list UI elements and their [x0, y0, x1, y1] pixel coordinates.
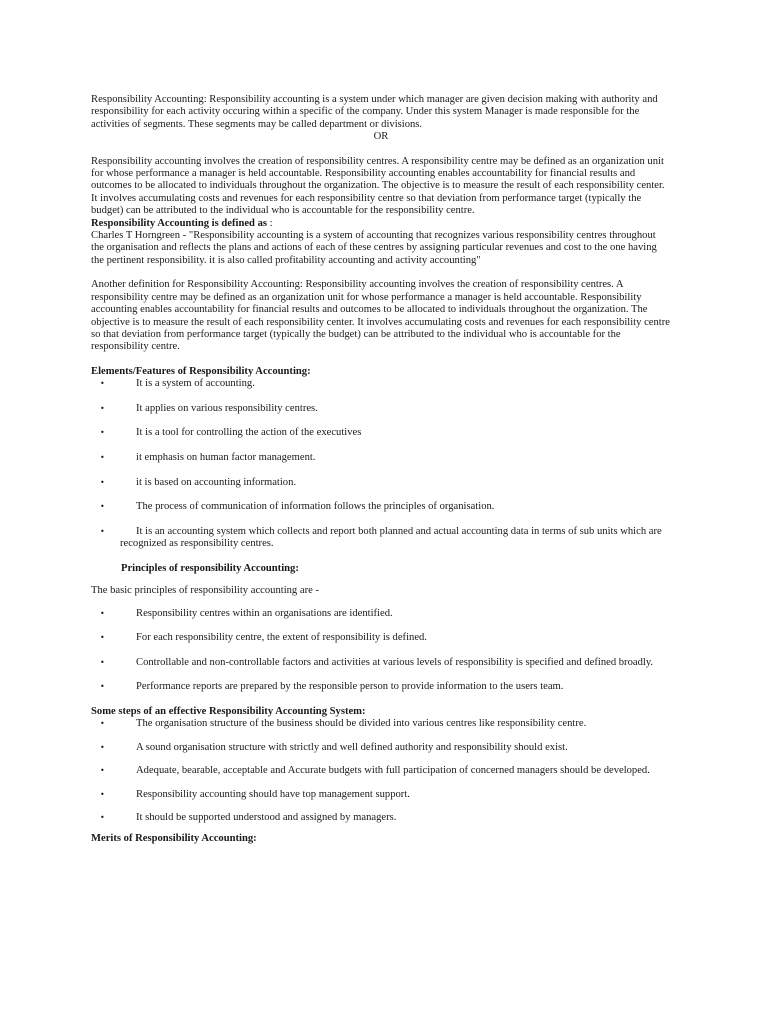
- list-item: • Adequate, bearable, acceptable and Accurate budgets with full participation of concerned managers should be developed.: [100, 765, 650, 777]
- list-item: • For each responsibility centre, the extent of responsibility is defined.: [100, 632, 427, 644]
- elements-heading: Elements/Features of Responsibility Accounting:: [91, 365, 311, 377]
- intro-paragraph: Responsibility Accounting: Responsibility accounting is a system under which manager are given decision making with authority and responsibility for each activity occuring within a specific of the company. Under this system Manager is made responsible for the activities of segments. These segments may be called department or divisions.: [91, 94, 658, 130]
- bullet-icon: •: [100, 403, 105, 413]
- bullet-icon: •: [100, 742, 105, 752]
- list-item: • Responsibility accounting should have top management support.: [100, 788, 410, 800]
- list-item: • Performance reports are prepared by the responsible person to provide information to the users team.: [100, 681, 564, 693]
- bullet-icon: •: [100, 789, 105, 799]
- elements-list: [91, 378, 671, 550]
- bullet-icon: •: [100, 452, 105, 462]
- steps-list: [91, 718, 671, 824]
- bullet-icon: •: [100, 428, 105, 438]
- bullet-icon: •: [100, 633, 105, 643]
- list-item: • It is a system of accounting.: [100, 378, 255, 390]
- bullet-icon: •: [100, 379, 105, 389]
- bullet-icon: •: [100, 657, 105, 667]
- principles-list: [91, 608, 671, 694]
- bullet-icon: •: [100, 477, 105, 487]
- principles-heading: Principles of responsibility Accounting:: [121, 562, 299, 574]
- or-separator: OR: [373, 131, 389, 143]
- list-item: • it is based on accounting information.: [100, 476, 297, 488]
- list-item: • A sound organisation structure with strictly and well defined authority and responsibility should exist.: [100, 741, 568, 753]
- definition-heading: Responsibility Accounting is defined as: [91, 217, 268, 229]
- list-item: • Controllable and non-controllable factors and activities at various levels of responsibility is specified and defined broadly.: [100, 656, 654, 668]
- list-item: • It should be supported understood and assigned by managers.: [100, 811, 397, 823]
- merits-heading: Merits of Responsibility Accounting:: [91, 833, 257, 845]
- bullet-icon: •: [100, 682, 105, 692]
- bullet-icon: •: [100, 766, 105, 776]
- bullet-icon: •: [100, 608, 105, 618]
- list-item: • The process of communication of information follows the principles of organisation.: [100, 501, 495, 513]
- definition-heading-line: [91, 218, 671, 230]
- document-body: [91, 94, 671, 846]
- centres-paragraph: Responsibility accounting involves the creation of responsibility centres. A responsibility centre may be defined as an organization unit for whose performance a manager is held accountable. Responsibility accounting enables accountability for financial results and outcomes to be allocated to individuals throughout the organization. The objective is to measure the result of each responsibility center. It involves accumulating costs and revenues for each responsibility centre so that deviation from performance target (typically the budget) can be attributed to the individual who is accountable for the responsibility centre.: [91, 155, 665, 217]
- bullet-icon: •: [100, 812, 105, 822]
- another-definition-paragraph: Another definition for Responsibility Accounting: Responsibility accounting involves the creation of responsibility centres. A responsibility centre may be defined as an organization unit for whose performance a manager is held accountable. Responsibility accounting enables accountability for financial results and outcomes to be allocated to individuals throughout the organization. The objective is to measure the result of each responsibility center. It involves accumulating costs and revenues for each responsibility centre so that deviation from performance target (typically the budget) can be attributed to the individual who is accountable for the responsibility centre.: [91, 279, 670, 353]
- bullet-icon: •: [100, 526, 105, 536]
- list-item: • It is a tool for controlling the action of the executives: [100, 427, 362, 439]
- list-item: • Responsibility centres within an organisations are identified.: [100, 607, 393, 619]
- definition-quote: Charles T Horngreen - "Responsibility accounting is a system of accounting that recognizes various responsibility centres throughout the organisation and reflects the plans and actions of each of these centres by assigning particular revenues and cost to the one having the pertinent responsibility. it is also called profitability accounting and activity accounting": [91, 230, 657, 266]
- bullet-icon: •: [100, 502, 105, 512]
- list-item: • It is an accounting system which collects and report both planned and actual accounting data in terms of sub units which are recognized as responsibility centres.: [100, 525, 662, 550]
- list-item: • It applies on various responsibility centres.: [100, 402, 318, 414]
- steps-heading: Some steps of an effective Responsibility Accounting System:: [91, 705, 366, 717]
- list-item: • The organisation structure of the business should be divided into various centres like responsibility centre.: [100, 718, 587, 730]
- list-item: • it emphasis on human factor management.: [100, 451, 316, 463]
- bullet-icon: •: [100, 719, 105, 729]
- principles-intro: The basic principles of responsibility accounting are -: [91, 585, 319, 597]
- definition-colon: :: [267, 217, 273, 229]
